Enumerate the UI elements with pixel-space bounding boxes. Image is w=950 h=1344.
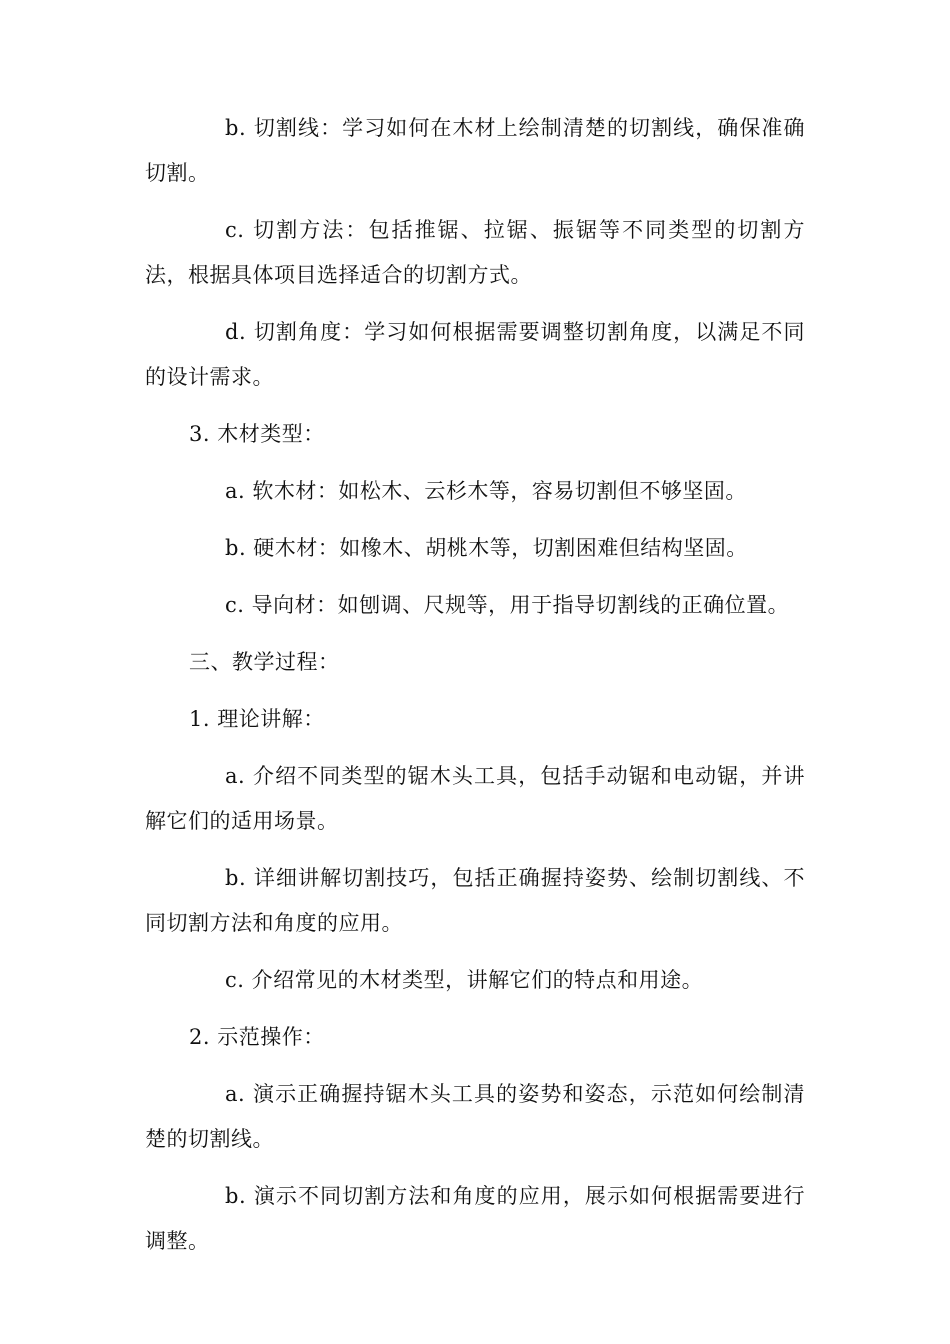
paragraph-saw-tools: a. 介绍不同类型的锯木头工具，包括手动锯和电动锯，并讲解它们的适用场景。 (145, 764, 805, 833)
paragraph-hardwood: b. 硬木材：如橡木、胡桃木等，切割困难但结构坚固。 (225, 536, 748, 560)
paragraph-wood-features: c. 介绍常见的木材类型，讲解它们的特点和用途。 (225, 968, 704, 992)
paragraph-guide-material: c. 导向材：如刨调、尺规等，用于指导切割线的正确位置。 (225, 593, 790, 617)
heading-teaching-process: 三、教学过程： (189, 650, 340, 674)
paragraph-cutting-angle: d. 切割角度：学习如何根据需要调整切割角度，以满足不同的设计需求。 (145, 320, 805, 389)
paragraph-softwood: a. 软木材：如松木、云杉木等，容易切割但不够坚固。 (225, 479, 747, 503)
document-body (145, 106, 805, 1276)
paragraph-cutting-method: c. 切割方法：包括推锯、拉锯、振锯等不同类型的切割方法，根据具体项目选择适合的切割方式。 (145, 218, 805, 287)
heading-demonstration: 2. 示范操作： (189, 1025, 325, 1049)
heading-wood-types: 3. 木材类型： (189, 422, 325, 446)
paragraph-cutting-skills: b. 详细讲解切割技巧，包括正确握持姿势、绘制切割线、不同切割方法和角度的应用。 (145, 866, 805, 935)
heading-theory: 1. 理论讲解： (189, 707, 325, 731)
paragraph-demo-grip: a. 演示正确握持锯木头工具的姿势和姿态，示范如何绘制清楚的切割线。 (145, 1082, 805, 1151)
paragraph-demo-methods: b. 演示不同切割方法和角度的应用，展示如何根据需要进行调整。 (145, 1184, 805, 1253)
paragraph-cutting-line: b. 切割线：学习如何在木材上绘制清楚的切割线，确保准确切割。 (145, 116, 805, 185)
